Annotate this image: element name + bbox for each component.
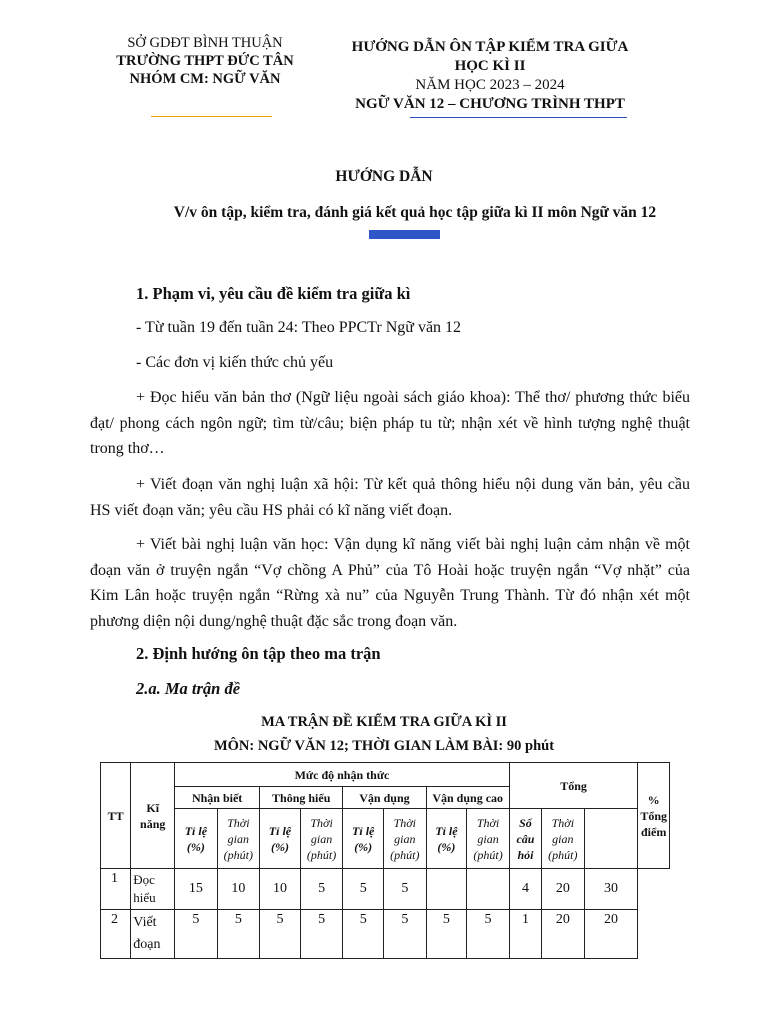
table-cell: 5	[300, 910, 343, 959]
table-cell: 5	[384, 910, 427, 959]
level-header: Vận dụng	[343, 787, 426, 809]
level-header: Vận dụng cao	[426, 787, 509, 809]
table-cell	[467, 869, 510, 910]
group-name: NHÓM CM: NGỮ VĂN	[129, 71, 281, 87]
table-cell: 5	[343, 910, 384, 959]
table-cell: 15	[175, 869, 217, 910]
table-row	[101, 869, 670, 910]
paragraph-knowledge	[90, 350, 690, 376]
table-cell: 5	[260, 910, 301, 959]
document-subtitle: V/v ôn tập, kiểm tra, đánh giá kết quả học tập giữa kì II môn Ngữ văn 12	[173, 204, 657, 221]
title-underline-bar	[369, 230, 440, 239]
paragraph-text: - Từ tuần 19 đến tuần 24: Theo PPCTr Ngữ văn 12	[136, 319, 462, 336]
table-cell: 5	[343, 869, 384, 910]
section-2a-heading: 2.a. Ma trận đề	[136, 679, 241, 698]
col-header-total-percent: % Tổng điểm	[638, 763, 670, 869]
doc-heading-line2: HỌC KÌ II	[454, 58, 526, 74]
sub-header-time: Thời gian (phút)	[542, 809, 585, 869]
table-title: MA TRẬN ĐỀ KIỂM TRA GIỮA KÌ II	[261, 714, 507, 730]
header-left-divider	[151, 116, 272, 117]
sub-header-time: Thời gian (phút)	[384, 809, 427, 869]
sub-header-ratio: Tỉ lệ (%)	[343, 809, 384, 869]
section-1-heading: 1. Phạm vi, yêu cầu đề kiểm tra giữa kì	[136, 284, 411, 303]
table-cell: 10	[217, 869, 260, 910]
department-name: SỞ GDĐT BÌNH THUẬN	[127, 35, 283, 51]
paragraph-text: - Các đơn vị kiến thức chủ yếu	[136, 354, 334, 371]
col-header-tt: TT	[101, 763, 131, 869]
document-title: HƯỚNG DẪN	[335, 168, 433, 185]
table-cell: 5	[384, 869, 427, 910]
sub-header-ratio: Tỉ lệ (%)	[426, 809, 467, 869]
doc-heading-line1: HƯỚNG DẪN ÔN TẬP KIỂM TRA GIỮA	[351, 39, 629, 55]
paragraph-text: + Đọc hiểu văn bản thơ (Ngữ liệu ngoài sách giáo khoa): Thể thơ/ phương thức biểu đạt/ phong cách ngôn ngữ; tìm từ/câu; biện pháp tu từ; nhận xét về hình tượng nghệ thuật trong thơ…	[90, 389, 690, 457]
paragraph-text: + Viết bài nghị luận văn học: Vận dụng kĩ năng viết bài nghị luận cảm nhận về một đoạn văn ở truyện ngắn “Vợ chồng A Phủ” của Tô Hoài hoặc truyện ngắn “Vợ nhặt” của Kim Lân hoặc truyện ngắn “Rừng xà nu” của Nguyễn Trung Thành. Từ đó nhận xét một phương diện nội dung/nghệ thuật đặc sắc trong đoạn văn.	[90, 536, 690, 630]
sub-header-time: Thời gian (phút)	[467, 809, 510, 869]
table-cell: 30	[584, 869, 638, 910]
table-cell: 10	[260, 869, 301, 910]
table-row	[101, 910, 670, 959]
school-name: TRƯỜNG THPT ĐỨC TÂN	[116, 53, 294, 69]
header-left	[100, 34, 310, 88]
row-skill: Đọc hiểu	[131, 869, 175, 910]
paragraph-literary-essay	[90, 532, 690, 634]
exam-matrix-table	[100, 762, 670, 959]
header-right-divider	[410, 117, 627, 118]
header-right	[330, 38, 650, 114]
paragraph-text: + Viết đoạn văn nghị luận xã hội: Từ kết quả thông hiểu nội dung văn bản, yêu cầu HS viết đoạn văn; yêu cầu HS phải có kĩ năng viết đoạn.	[90, 476, 690, 519]
table-cell	[426, 869, 467, 910]
sub-header-time: Thời gian (phút)	[300, 809, 343, 869]
table-cell: 20	[542, 869, 585, 910]
table-subtitle: MÔN: NGỮ VĂN 12; THỜI GIAN LÀM BÀI: 90 phút	[213, 738, 555, 754]
paragraph-social-essay	[90, 472, 690, 523]
row-number: 2	[101, 910, 131, 959]
paragraph-scope	[90, 315, 690, 341]
table-cell: 4	[509, 869, 541, 910]
col-header-skill: Kĩ năng	[131, 763, 175, 869]
table-cell: 5	[467, 910, 510, 959]
table-cell: 5	[300, 869, 343, 910]
table-cell: 5	[426, 910, 467, 959]
level-header: Thông hiểu	[260, 787, 343, 809]
table-cell: 20	[542, 910, 585, 959]
level-header: Nhận biết	[175, 787, 260, 809]
program-name: NGỮ VĂN 12 – CHƯƠNG TRÌNH THPT	[355, 96, 625, 112]
table-cell: 1	[509, 910, 541, 959]
school-year: NĂM HỌC 2023 – 2024	[415, 77, 565, 93]
sub-header-ratio: Tỉ lệ (%)	[260, 809, 301, 869]
col-header-cognitive-level: Mức độ nhận thức	[175, 763, 510, 787]
table-cell: 5	[175, 910, 217, 959]
table-cell: 20	[584, 910, 638, 959]
col-header-total: Tổng	[509, 763, 638, 809]
paragraph-reading	[90, 385, 690, 462]
row-skill: Viết đoạn	[131, 910, 175, 959]
sub-header-time: Thời gian (phút)	[217, 809, 260, 869]
section-2-heading: 2. Định hướng ôn tập theo ma trận	[136, 644, 381, 663]
sub-header-question-count: Số câu hỏi	[509, 809, 541, 869]
row-number: 1	[101, 869, 131, 910]
table-cell: 5	[217, 910, 260, 959]
sub-header-ratio: Tỉ lệ (%)	[175, 809, 217, 869]
